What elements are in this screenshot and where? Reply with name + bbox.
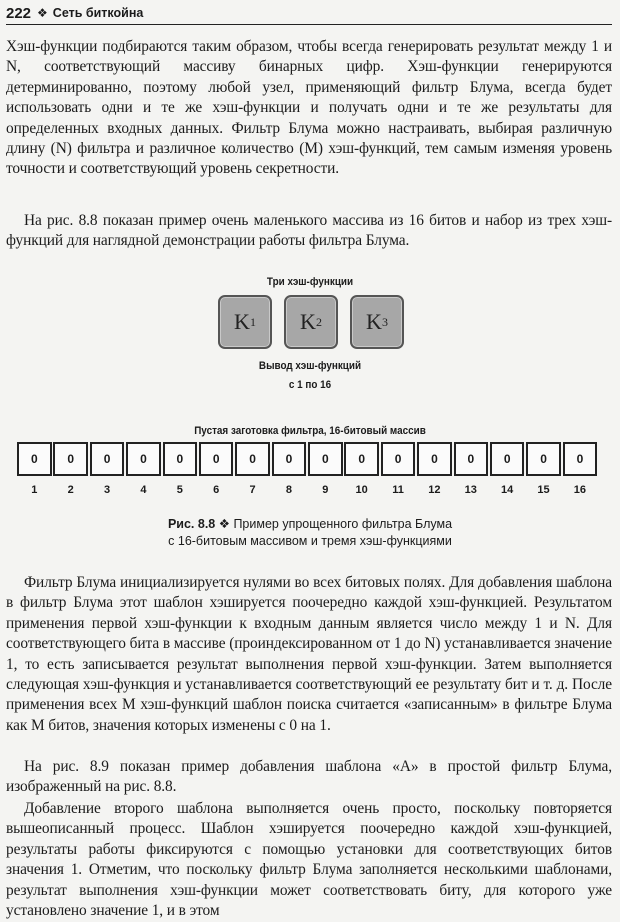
hash-function-index: 2 [315,314,322,329]
hash-function-k1 [218,295,272,349]
bit-cell: 0 [526,442,561,476]
bloom-filter-figure [0,270,620,515]
header-separator-icon: ❖ [37,6,48,20]
caption-text-line2: с 16-битовым массивом и тремя хэш-функциями [168,534,452,548]
figure-caption [0,516,620,531]
bit-cell: 0 [417,442,452,476]
bit-index: 2 [67,484,74,496]
bit-index: 1 [31,484,38,496]
bit-cell: 0 [490,442,525,476]
bit-cell: 0 [53,442,88,476]
bit-index: 11 [392,484,404,496]
hash-function-index: 1 [249,314,256,329]
bit-cell: 0 [454,442,489,476]
bit-index: 4 [140,484,147,496]
bit-index-row [17,484,599,496]
bit-index: 9 [322,484,329,496]
bit-cell: 0 [126,442,161,476]
bit-index: 7 [249,484,256,496]
paragraph-hash-functions: Хэш-функции подбираются таким образом, чтобы всегда генерировать результат между 1 и N, соответствующий массиву бинарных цифр. Хэш-функции генерируются детерминированно, поэтому любой узел, применяющий фильтр Блума, всегда будет использовать одни и те же хэш-функции и получать одни и те же результаты для определенных входных данных. Фильтр Блума можно настраивать, выбирая различную длину (N) фильтра и различное количество (M) хэш-функций, тем самым изменяя уровень точности и соответствующий уровень секретности. [6,38,612,178]
hash-function-name: K [366,309,382,334]
empty-filter-label: Пустая заготовка фильтра, 16-битовый массив [194,425,426,437]
paragraph-init: Фильтр Блума инициализируется нулями во всех битовых полях. Для добавления шаблона в фильтр Блума этот шаблон хэшируется поочередно каждой хэш-функцией. Результатом применения первой хэш-функции к входным данным является число между 1 и N. Для соответствующего бита в массиве (проиндексированном от 1 до N) устанавливается значение 1, то есть записывается результат выполнения первой хэш-функции. Затем выполняется следующая хэш-функция и устанавливается соответствующий ее результату бит и т. д. После применения всех M хэш-функций шаблон поиска считается «записанным» в фильтре Блума как M битов, значения которых изменены с 0 на 1. [6,574,612,734]
bit-index: 8 [285,484,292,496]
figure-number: Рис. 8.8 [167,517,216,531]
hash-output-range-label: с 1 по 16 [288,379,332,391]
running-title: Сеть биткойна [52,6,144,20]
bit-cell: 0 [235,442,270,476]
bit-cell: 0 [381,442,416,476]
paragraph-second-pattern: Добавление второго шаблона выполняется очень просто, поскольку повторяется вышеописанный процесс. Шаблон хэшируется поочередно каждой хэш-функцией, результаты работы фиксируются с помощью установки для соответствующих битов значения 1. Отметим, что поскольку фильтр Блума заполняется несколькими шаблонами, результат выполнения хэш-функции может соответствовать биту, для которого уже установлено значение 1, и в этом [6,800,612,920]
caption-separator-icon: ❖ [218,517,230,531]
hash-function-index: 3 [381,314,388,329]
hash-function-name: K [300,309,316,334]
bit-index: 12 [428,484,441,496]
bit-cell: 0 [90,442,125,476]
bit-index: 6 [213,484,220,496]
bit-cell: 0 [163,442,198,476]
bit-cell: 0 [308,442,343,476]
bit-index: 14 [501,484,514,496]
paragraph-figure-ref: На рис. 8.9 показан пример добавления шаблона «A» в простой фильтр Блума, изображенный на рис. 8.8. [6,758,612,796]
bit-array [17,442,599,476]
bit-cell: 0 [17,442,52,476]
page-number: 222 [6,4,32,22]
page-header [6,2,612,25]
caption-text-line1: Пример упрощенного фильтра Блума [233,517,453,531]
hash-functions-label: Три хэш-функции [266,276,354,288]
bit-cell: 0 [563,442,598,476]
bit-index: 3 [103,484,111,496]
bit-cell: 0 [344,442,379,476]
bit-index: 16 [573,484,587,496]
bit-index: 10 [355,484,368,496]
hash-function-k2 [284,295,338,349]
bit-index: 5 [176,484,183,496]
bit-cell: 0 [272,442,307,476]
bit-index: 15 [537,484,550,496]
hash-output-label: Вывод хэш-функций [258,360,362,372]
hash-function-name: K [234,309,250,334]
hash-function-k3 [350,295,404,349]
bit-index: 13 [464,484,477,496]
paragraph-figure-intro: На рис. 8.8 показан пример очень маленького массива из 16 битов и набор из трех хэш-функций для наглядной демонстрации работы фильтра Блума. [6,212,612,250]
bit-cell: 0 [199,442,234,476]
